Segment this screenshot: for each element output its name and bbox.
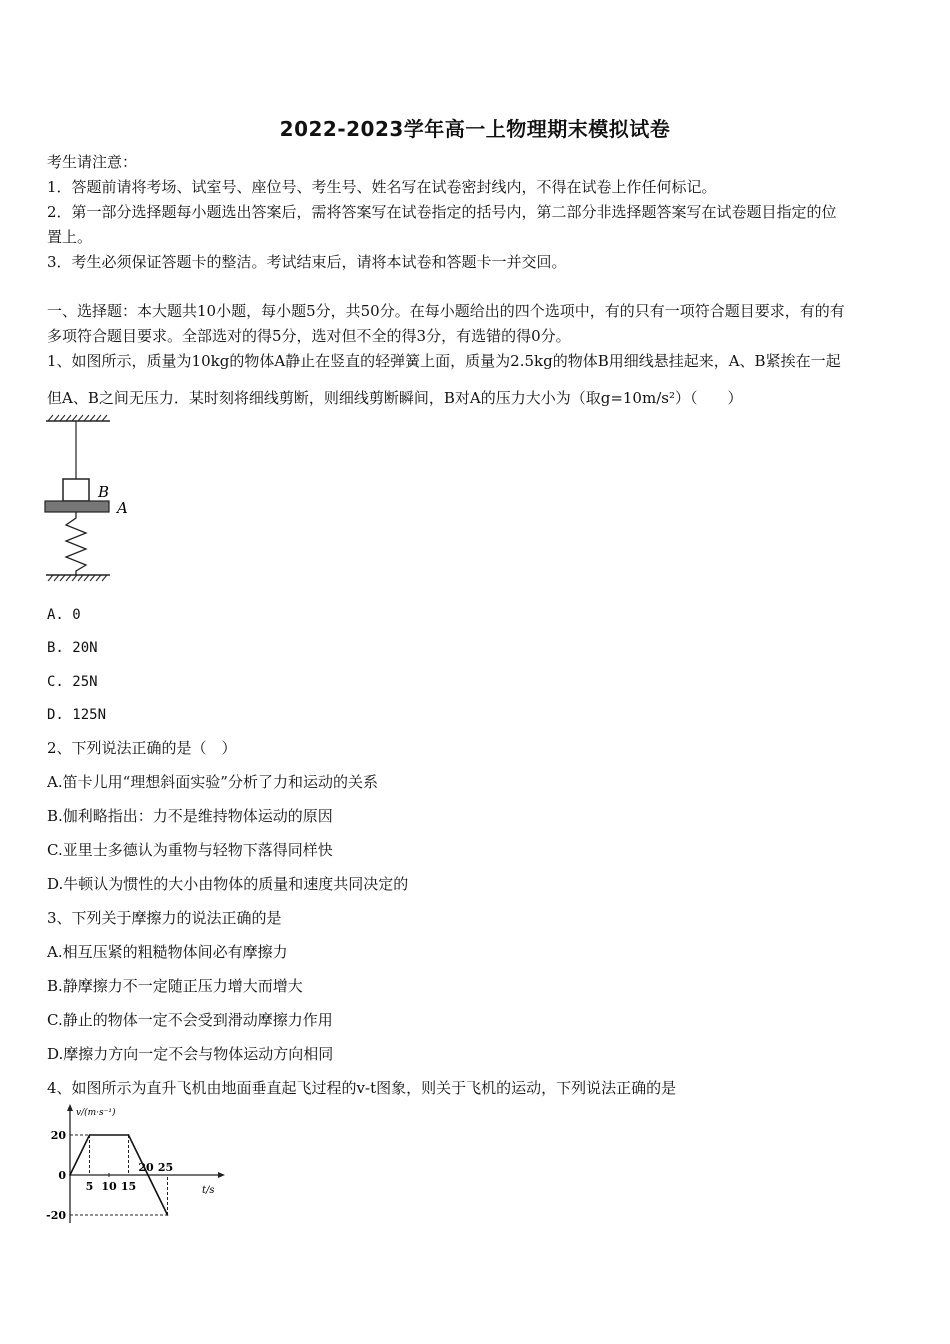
- q2-option-d: D.牛顿认为惯性的大小由物体的质量和速度共同决定的: [47, 875, 409, 893]
- q3-option-b: B.静摩擦力不一定随正压力增大而增大: [47, 977, 303, 995]
- question-1-stem: 1、如图所示，质量为10kg的物体A静止在竖直的轻弹簧上面，质量为2.5kg的物体B用细线悬挂起来，A、B紧挨在一起: [47, 352, 841, 370]
- x-axis-arrow: [218, 1172, 225, 1178]
- q2-option-b: B.伽利略指出：力不是维持物体运动的原因: [47, 807, 333, 825]
- label-b: B: [98, 483, 110, 501]
- x-tick-label: 5: [85, 1180, 94, 1193]
- spring-block-figure: [40, 413, 150, 588]
- notice-item-1: 1．答题前请将考场、试室号、座位号、考生号、姓名写在试卷密封线内，不得在试卷上作任何标记。: [47, 178, 717, 196]
- notice-item-2: 2．第一部分选择题每小题选出答案后，需将答案写在试卷指定的括号内，第二部分非选择题答案写在试卷题目指定的位: [47, 203, 837, 221]
- q3-option-c: C.静止的物体一定不会受到滑动摩擦力作用: [47, 1011, 333, 1029]
- x-tick-label: 20: [138, 1161, 154, 1174]
- data-point: [69, 1174, 71, 1176]
- q1-option-b: B. 20N: [47, 640, 98, 656]
- question-4-stem: 4、如图所示为直升飞机由地面垂直起飞过程的v-t图象，则关于飞机的运动，下列说法正确的是: [47, 1079, 677, 1097]
- y-tick-label: 0: [58, 1169, 66, 1182]
- q3-option-d: D.摩擦力方向一定不会与物体运动方向相同: [47, 1045, 334, 1063]
- section-intro: 一、选择题：本大题共10小题，每小题5分，共50分。在每小题给出的四个选项中，有的只有一项符合题目要求，有的有: [47, 302, 845, 320]
- x-tick-label: 15: [120, 1180, 137, 1193]
- y-axis-arrow: [67, 1104, 73, 1111]
- notice-item-2-cont: 置上。: [47, 228, 93, 246]
- q2-option-a: A.笛卡儿用“理想斜面实验”分析了力和运动的关系: [47, 773, 378, 791]
- label-a: A: [117, 499, 128, 517]
- notice-item-3: 3．考生必须保证答题卡的整洁。考试结束后，请将本试卷和答题卡一并交回。: [47, 253, 567, 271]
- y-tick-label: -20: [46, 1209, 66, 1222]
- data-point: [147, 1174, 149, 1176]
- question-1-stem-cont: 但A、B之间无压力．某时刻将细线剪断，则细线剪断瞬间，B对A的压力大小为（取g=10m/s²）（ ）: [47, 389, 743, 407]
- section-intro-cont: 多项符合题目要求。全部选对的得5分，选对但不全的得3分，有选错的得0分。: [47, 327, 571, 345]
- q3-option-a: A.相互压紧的粗糙物体间必有摩擦力: [47, 943, 288, 961]
- q1-option-d: D. 125N: [47, 707, 107, 723]
- q1-option-c: C. 25N: [47, 674, 98, 690]
- data-point: [167, 1214, 169, 1216]
- q1-option-a: A. 0: [47, 607, 81, 623]
- q2-option-c: C.亚里士多德认为重物与轻物下落得同样快: [47, 841, 333, 859]
- page-title: 2022-2023学年高一上物理期末模拟试卷: [279, 117, 671, 141]
- x-tick-label: 10: [101, 1180, 117, 1193]
- notice-heading: 考生请注意：: [47, 153, 138, 171]
- x-tick-label: 25: [157, 1161, 174, 1174]
- x-axis-label: t/s: [202, 1185, 215, 1196]
- data-point: [128, 1134, 130, 1136]
- question-2-stem: 2、下列说法正确的是（ ）: [47, 739, 237, 757]
- question-3-stem: 3、下列关于摩擦力的说法正确的是: [47, 909, 282, 927]
- y-tick-label: 20: [50, 1129, 66, 1142]
- vt-graph: [42, 1103, 232, 1228]
- data-point: [89, 1134, 91, 1136]
- y-axis-label: v/(m·s⁻¹): [76, 1108, 116, 1118]
